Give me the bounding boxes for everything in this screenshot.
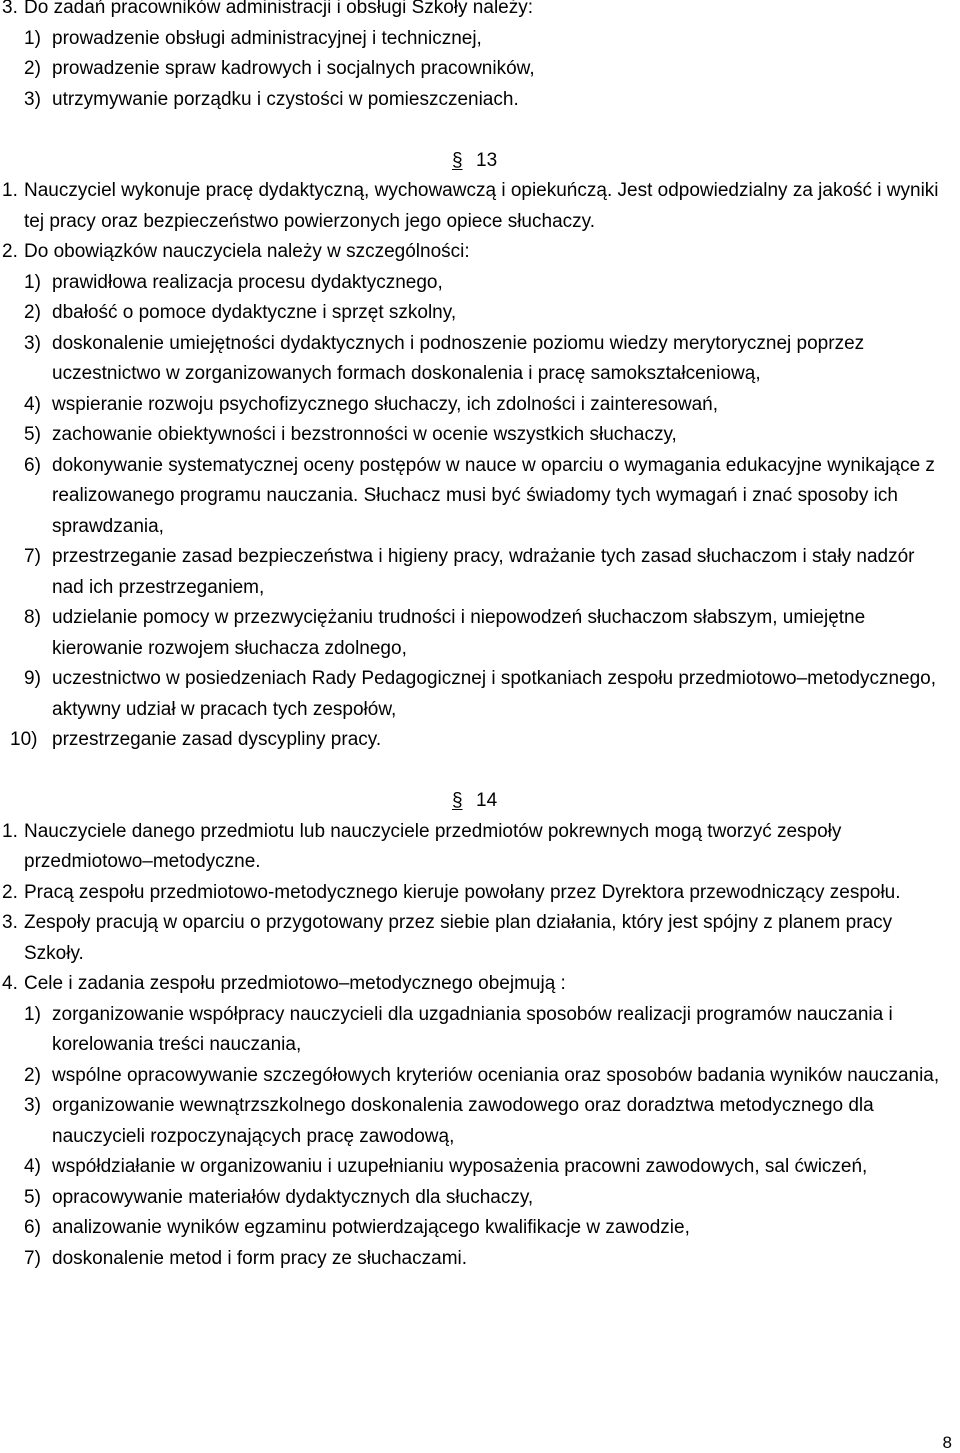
sub-item <box>0 542 960 603</box>
list-item <box>0 908 960 969</box>
sub-item-text: doskonalenie metod i form pracy ze słuchaczami. <box>52 1247 468 1269</box>
sub-item-number: 3) <box>24 1095 41 1116</box>
item-text: Zespoły pracują w oparciu o przygotowany przez siebie plan działania, który jest spójny z planem pracy Szkoły. <box>24 912 893 964</box>
sub-item <box>0 603 960 664</box>
list-item <box>0 0 960 24</box>
sub-item-text: zachowanie obiektywności i bezstronności w ocenie wszystkich słuchaczy, <box>52 424 677 445</box>
sub-item-text: doskonalenie umiejętności dydaktycznych i podnoszenie poziomu wiedzy merytorycznej poprzez uczestnictwo w zorganizowanych formach doskonalenia i pracę samokształceniową, <box>52 332 865 384</box>
item-number: 2. <box>2 881 18 903</box>
list-item <box>0 176 960 237</box>
paragraph-heading <box>0 146 960 177</box>
sub-item-number: 6) <box>24 1217 41 1238</box>
sub-item-number: 2) <box>24 1064 41 1086</box>
list-item <box>0 878 960 909</box>
sub-item-text: organizowanie wewnątrzszkolnego doskonalenia zawodowego oraz doradztwa metodycznego dla nauczycieli rozpoczynających pracę zawodową, <box>52 1095 874 1147</box>
list-item <box>0 969 960 1000</box>
paragraph-number: 14 <box>476 790 498 811</box>
sub-item <box>0 24 960 55</box>
section-paragraph-13 <box>0 146 960 756</box>
sub-item-text: dokonywanie systematycznej oceny postępów w nauce w oparciu o wymagania edukacyjne wynikające z realizowanego programu nauczania. Słuchacz musi być świadomy tych wymagań i znać sposoby ich sprawdzania, <box>52 454 935 537</box>
sub-item-number: 1) <box>24 271 41 293</box>
item-number: 2. <box>2 241 18 262</box>
sub-item <box>0 1213 960 1244</box>
list-item <box>0 237 960 268</box>
paragraph-sign: § <box>452 790 463 811</box>
item-text: Cele i zadania zespołu przedmiotowo–metodycznego obejmują : <box>24 973 566 994</box>
sub-item <box>0 664 960 725</box>
sub-item <box>0 298 960 329</box>
sub-item-number: 4) <box>24 393 41 415</box>
item-number: 4. <box>2 973 18 994</box>
paragraph-number: 13 <box>476 149 498 171</box>
sub-item-number: 9) <box>24 668 41 689</box>
paragraph-sign: § <box>452 149 463 171</box>
sub-item <box>0 1061 960 1092</box>
sub-item-number: 5) <box>24 424 41 445</box>
sub-item <box>0 451 960 543</box>
sub-item <box>0 1244 960 1275</box>
sub-item-number: 7) <box>24 1247 41 1269</box>
sub-item-text: udzielanie pomocy w przezwyciężaniu trudności i niepowodzeń słuchaczom słabszym, umiejętne kierowanie rozwojem słuchacza zdolnego, <box>52 607 866 659</box>
sub-item-number: 3) <box>24 88 41 110</box>
sub-item-number: 5) <box>24 1186 41 1208</box>
sub-item-number: 2) <box>24 58 41 79</box>
sub-item-text: dbałość o pomoce dydaktyczne i sprzęt szkolny, <box>52 302 457 323</box>
sub-item-text: zorganizowanie współpracy nauczycieli dla uzgadniania sposobów realizacji programów nauczania i korelowania treści nauczania, <box>52 1003 893 1055</box>
section-continuation <box>0 0 960 115</box>
item-text: Nauczyciele danego przedmiotu lub nauczyciele przedmiotów pokrewnych mogą tworzyć zespoły przedmiotowo–metodyczne. <box>24 820 842 872</box>
sub-item-number: 10) <box>10 729 38 750</box>
sub-item <box>0 1183 960 1214</box>
sub-item-text: przestrzeganie zasad dyscypliny pracy. <box>52 729 382 750</box>
item-text: Nauczyciel wykonuje pracę dydaktyczną, wychowawczą i opiekuńczą. Jest odpowiedzialny za jakość i wyniki tej pracy oraz bezpieczeństwo powierzonych jego opiece słuchaczy. <box>24 180 939 232</box>
sub-item <box>0 390 960 421</box>
sub-item-text: wspólne opracowywanie szczegółowych kryteriów oceniania oraz sposobów badania wyników nauczania, <box>52 1064 940 1086</box>
sub-item-number: 4) <box>24 1156 41 1177</box>
item-number: 1. <box>2 820 18 842</box>
sub-item <box>0 420 960 451</box>
sub-item-number: 2) <box>24 302 41 323</box>
sub-item <box>0 54 960 85</box>
sub-item-text: utrzymywanie porządku i czystości w pomieszczeniach. <box>52 88 519 110</box>
section-paragraph-14 <box>0 786 960 1274</box>
sub-item-number: 8) <box>24 607 41 628</box>
sub-item-text: opracowywanie materiałów dydaktycznych dla słuchaczy, <box>52 1186 534 1208</box>
sub-item <box>0 329 960 390</box>
section-spacer <box>0 756 960 787</box>
item-number: 3. <box>2 912 18 933</box>
sub-item-number: 1) <box>24 27 41 49</box>
item-text: Do obowiązków nauczyciela należy w szczególności: <box>24 241 470 262</box>
sub-item-number: 3) <box>24 332 41 354</box>
sub-item-text: przestrzeganie zasad bezpieczeństwa i higieny pracy, wdrażanie tych zasad słuchaczom i stały nadzór nad ich przestrzeganiem, <box>52 546 915 598</box>
list-item <box>0 817 960 878</box>
sub-item-text: uczestnictwo w posiedzeniach Rady Pedagogicznej i spotkaniach zespołu przedmiotowo–metodycznego, aktywny udział w pracach tych zespołów, <box>52 668 937 720</box>
sub-item-number: 6) <box>24 454 41 476</box>
sub-item <box>0 725 960 756</box>
sub-item <box>0 1152 960 1183</box>
item-text: Pracą zespołu przedmiotowo-metodycznego kieruje powołany przez Dyrektora przewodniczący zespołu. <box>24 881 901 903</box>
sub-item-text: wspieranie rozwoju psychofizycznego słuchaczy, ich zdolności i zainteresowań, <box>52 393 719 415</box>
page-number: 8 <box>942 1433 952 1452</box>
sub-item-text: prowadzenie spraw kadrowych i socjalnych pracowników, <box>52 58 535 79</box>
paragraph-heading <box>0 786 960 817</box>
sub-item-text: współdziałanie w organizowaniu i uzupełnianiu wyposażenia pracowni zawodowych, sal ćwiczeń, <box>52 1156 868 1177</box>
sub-item <box>0 268 960 299</box>
sub-item <box>0 1091 960 1152</box>
sub-item <box>0 1000 960 1061</box>
item-number: 1. <box>2 180 18 201</box>
sub-item <box>0 85 960 116</box>
item-text: Do zadań pracowników administracji i obsługi Szkoły należy: <box>24 0 534 18</box>
sub-item-text: analizowanie wyników egzaminu potwierdzającego kwalifikacje w zawodzie, <box>52 1217 690 1238</box>
section-spacer <box>0 115 960 146</box>
sub-item-number: 7) <box>24 546 41 567</box>
sub-item-number: 1) <box>24 1003 41 1025</box>
item-number: 3. <box>2 0 18 18</box>
sub-item-text: prowadzenie obsługi administracyjnej i technicznej, <box>52 27 482 49</box>
sub-item-text: prawidłowa realizacja procesu dydaktycznego, <box>52 271 443 293</box>
